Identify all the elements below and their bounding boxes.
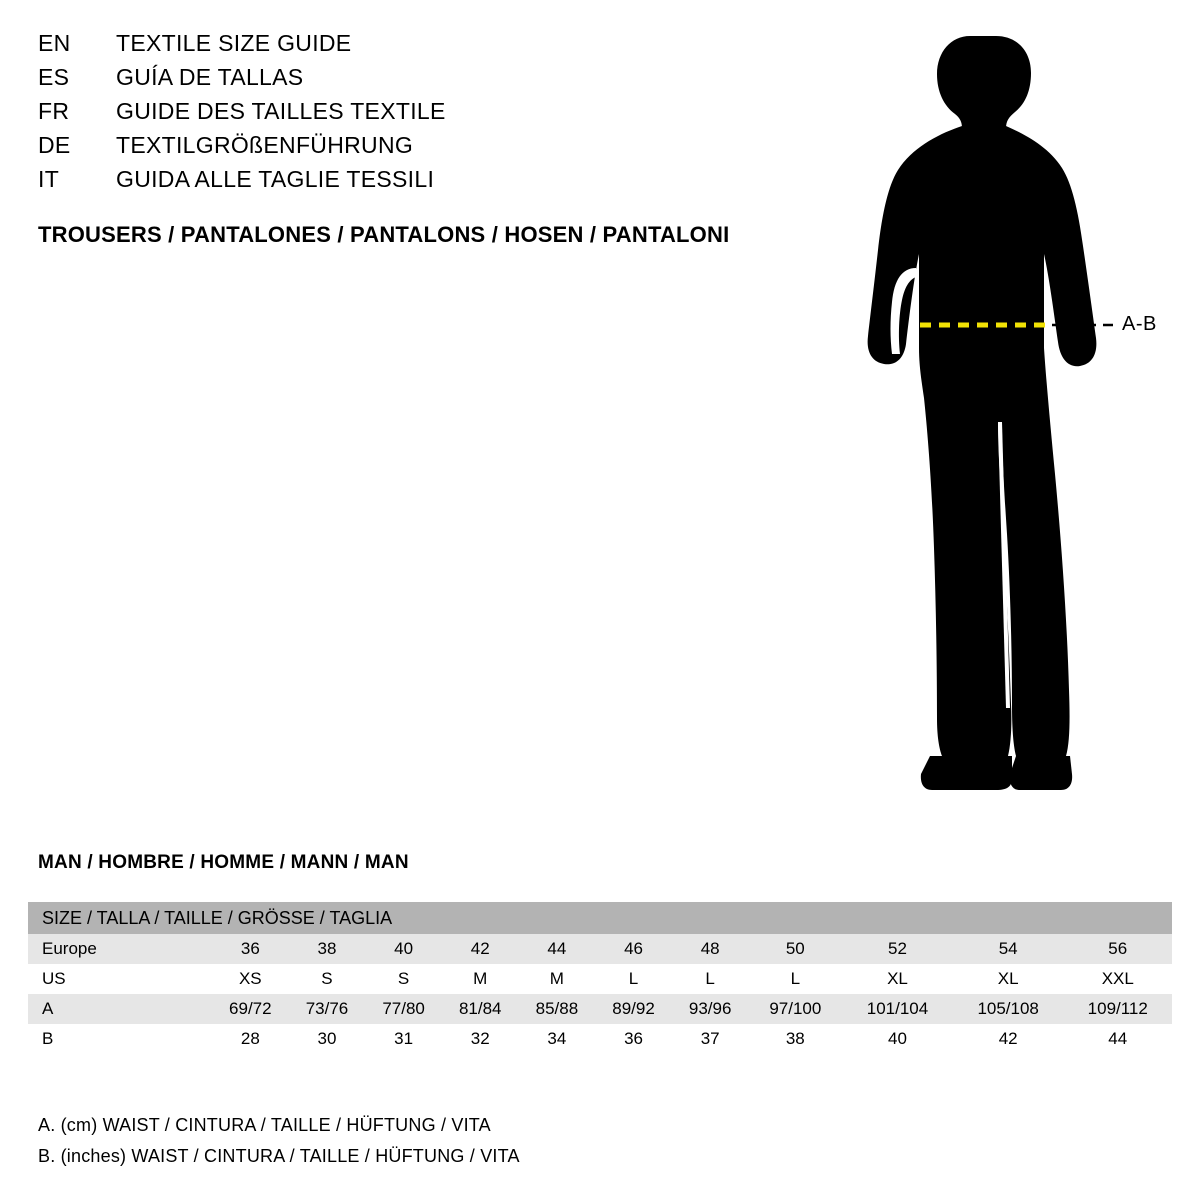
cell-europe-1: 38 <box>289 934 366 964</box>
language-row-fr <box>38 98 818 132</box>
footnotes <box>38 1110 520 1172</box>
row-label-europe: Europe <box>28 934 212 964</box>
language-text-es: GUÍA DE TALLAS <box>116 64 304 90</box>
language-text-en: TEXTILE SIZE GUIDE <box>116 30 352 56</box>
cell-us-7: L <box>748 964 842 994</box>
table-row-europe <box>28 934 1172 964</box>
cell-a-4: 85/88 <box>519 994 596 1024</box>
silhouette-icon <box>868 36 1097 790</box>
footnote-b: B. (inches) WAIST / CINTURA / TAILLE / HÜFTUNG / VITA <box>38 1146 520 1166</box>
cell-us-8: XL <box>842 964 953 994</box>
man-silhouette-figure <box>820 18 1190 808</box>
row-label-b: B <box>28 1024 212 1054</box>
language-row-en <box>38 30 818 64</box>
cell-europe-9: 54 <box>953 934 1064 964</box>
cell-a-8: 101/104 <box>842 994 953 1024</box>
garment-type-title: TROUSERS / PANTALONES / PANTALONS / HOSEN / PANTALONI <box>38 222 730 247</box>
cell-us-2: S <box>365 964 442 994</box>
cell-us-5: L <box>595 964 672 994</box>
language-row-it <box>38 166 818 200</box>
language-row-de <box>38 132 818 166</box>
language-code-fr: FR <box>38 98 70 124</box>
cell-europe-10: 56 <box>1064 934 1172 964</box>
cell-us-3: M <box>442 964 519 994</box>
cell-b-8: 40 <box>842 1024 953 1054</box>
cell-a-10: 109/112 <box>1064 994 1172 1024</box>
table-header-label: SIZE / TALLA / TAILLE / GRÖSSE / TAGLIA <box>28 902 1172 934</box>
cell-europe-6: 48 <box>672 934 749 964</box>
cell-europe-7: 50 <box>748 934 842 964</box>
cell-b-3: 32 <box>442 1024 519 1054</box>
cell-a-0: 69/72 <box>212 994 289 1024</box>
cell-b-6: 37 <box>672 1024 749 1054</box>
row-label-us: US <box>28 964 212 994</box>
language-code-es: ES <box>38 64 70 90</box>
cell-a-3: 81/84 <box>442 994 519 1024</box>
cell-a-2: 77/80 <box>365 994 442 1024</box>
cell-b-5: 36 <box>595 1024 672 1054</box>
size-table <box>28 902 1172 1054</box>
cell-europe-0: 36 <box>212 934 289 964</box>
cell-b-1: 30 <box>289 1024 366 1054</box>
cell-europe-5: 46 <box>595 934 672 964</box>
table-row-us <box>28 964 1172 994</box>
cell-europe-2: 40 <box>365 934 442 964</box>
cell-b-9: 42 <box>953 1024 1064 1054</box>
language-row-es <box>38 64 818 98</box>
cell-a-1: 73/76 <box>289 994 366 1024</box>
language-code-it: IT <box>38 166 60 192</box>
language-code-en: EN <box>38 30 71 56</box>
measure-label-ab: A-B <box>1122 313 1157 335</box>
cell-b-2: 31 <box>365 1024 442 1054</box>
cell-us-9: XL <box>953 964 1064 994</box>
language-text-de: TEXTILGRÖßENFÜHRUNG <box>116 132 414 158</box>
cell-a-9: 105/108 <box>953 994 1064 1024</box>
cell-b-0: 28 <box>212 1024 289 1054</box>
cell-b-10: 44 <box>1064 1024 1172 1054</box>
cell-europe-3: 42 <box>442 934 519 964</box>
cell-us-0: XS <box>212 964 289 994</box>
cell-us-4: M <box>519 964 596 994</box>
language-text-fr: GUIDE DES TAILLES TEXTILE <box>116 98 446 124</box>
cell-us-1: S <box>289 964 366 994</box>
cell-b-4: 34 <box>519 1024 596 1054</box>
cell-us-6: L <box>672 964 749 994</box>
table-row-b <box>28 1024 1172 1054</box>
cell-us-10: XXL <box>1064 964 1172 994</box>
table-caption-man: MAN / HOMBRE / HOMME / MANN / MAN <box>38 852 409 873</box>
cell-europe-4: 44 <box>519 934 596 964</box>
language-code-de: DE <box>38 132 71 158</box>
table-row-a <box>28 994 1172 1024</box>
language-text-it: GUIDA ALLE TAGLIE TESSILI <box>116 166 435 192</box>
cell-a-5: 89/92 <box>595 994 672 1024</box>
row-label-a: A <box>28 994 212 1024</box>
footnote-a: A. (cm) WAIST / CINTURA / TAILLE / HÜFTUNG / VITA <box>38 1115 491 1135</box>
cell-a-7: 97/100 <box>748 994 842 1024</box>
cell-b-7: 38 <box>748 1024 842 1054</box>
cell-europe-8: 52 <box>842 934 953 964</box>
language-list <box>38 30 818 200</box>
cell-a-6: 93/96 <box>672 994 749 1024</box>
table-header-row <box>28 902 1172 934</box>
